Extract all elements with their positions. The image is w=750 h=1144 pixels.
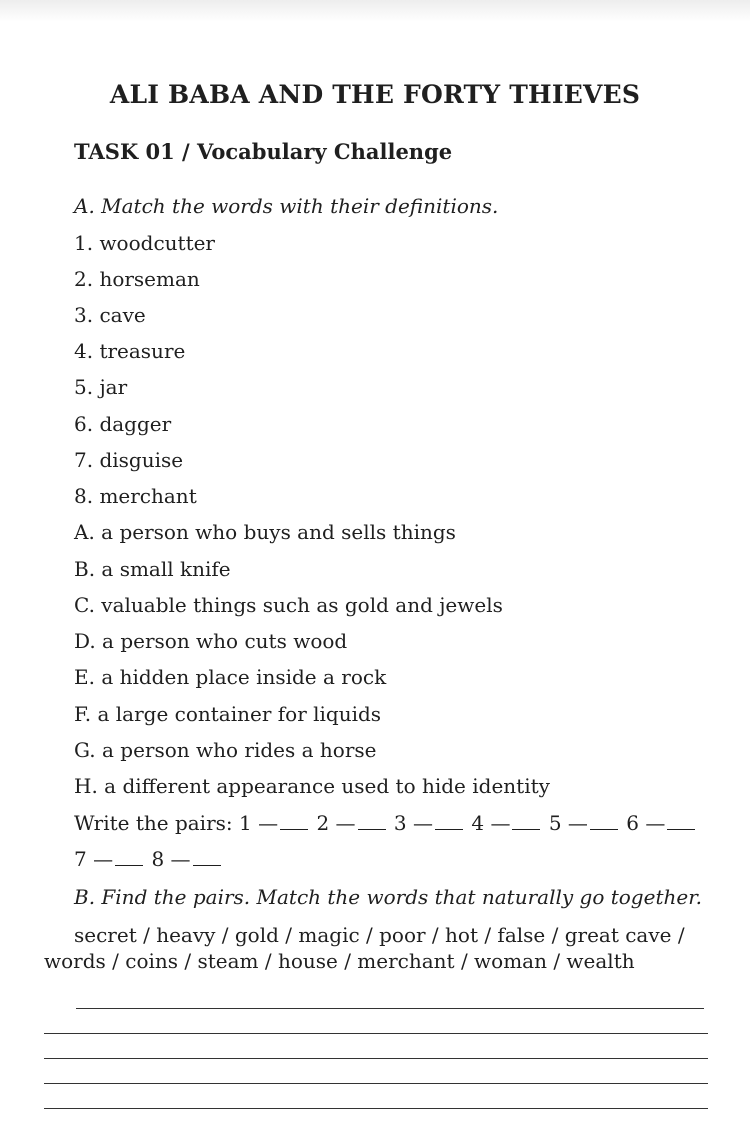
pairs-row-2	[74, 847, 223, 871]
pair-number: 8 —	[151, 847, 191, 871]
pair-answer-blank[interactable]	[280, 828, 308, 830]
pair-answer-blank[interactable]	[115, 864, 143, 866]
pairs-label: Write the pairs:	[74, 811, 233, 835]
pair-number: 4 —	[471, 811, 511, 835]
pair-number: 2 —	[316, 811, 356, 835]
definition-item: B. a small knife	[74, 557, 231, 581]
word-item: 1. woodcutter	[74, 231, 215, 255]
top-shadow	[0, 0, 750, 22]
word-item: 5. jar	[74, 375, 128, 399]
answer-line[interactable]	[44, 1108, 708, 1109]
word-item: 2. horseman	[74, 267, 200, 291]
pairs-row-1	[74, 811, 697, 835]
word-item: 8. merchant	[74, 484, 197, 508]
word-item: 6. dagger	[74, 412, 172, 436]
word-bank: secret / heavy / gold / magic / poor / hot / false / great cave / words / coins / steam / house / merchant / woman / wealth	[44, 923, 685, 973]
section-a-instruction: A. Match the words with their definitions.	[74, 194, 499, 218]
pair-answer-blank[interactable]	[358, 828, 386, 830]
answer-line[interactable]	[44, 1033, 708, 1034]
answer-line[interactable]	[76, 1008, 704, 1009]
definition-item: H. a different appearance used to hide identity	[74, 774, 550, 798]
word-item: 3. cave	[74, 303, 146, 327]
definition-item: D. a person who cuts wood	[74, 629, 348, 653]
pair-number: 6 —	[626, 811, 666, 835]
definition-item: G. a person who rides a horse	[74, 738, 377, 762]
pair-answer-blank[interactable]	[667, 828, 695, 830]
pair-number: 1 —	[239, 811, 279, 835]
answer-line[interactable]	[44, 1058, 708, 1059]
pair-answer-blank[interactable]	[435, 828, 463, 830]
pair-answer-blank[interactable]	[193, 864, 221, 866]
word-item: 7. disguise	[74, 448, 184, 472]
definition-item: C. valuable things such as gold and jewels	[74, 593, 503, 617]
pair-answer-blank[interactable]	[512, 828, 540, 830]
word-item: 4. treasure	[74, 339, 186, 363]
definition-item: E. a hidden place inside a rock	[74, 665, 387, 689]
pair-answer-blank[interactable]	[590, 828, 618, 830]
task-heading: TASK 01 / Vocabulary Challenge	[74, 139, 453, 164]
page-title: ALI BABA AND THE FORTY THIEVES	[109, 80, 641, 109]
answer-line[interactable]	[44, 1083, 708, 1084]
pair-number: 7 —	[74, 847, 114, 871]
pair-number: 3 —	[393, 811, 434, 835]
pair-number: 5 —	[548, 811, 588, 835]
section-b-instruction: B. Find the pairs. Match the words that naturally go together.	[74, 885, 702, 909]
definition-item: A. a person who buys and sells things	[74, 520, 456, 544]
definition-item: F. a large container for liquids	[74, 702, 382, 726]
